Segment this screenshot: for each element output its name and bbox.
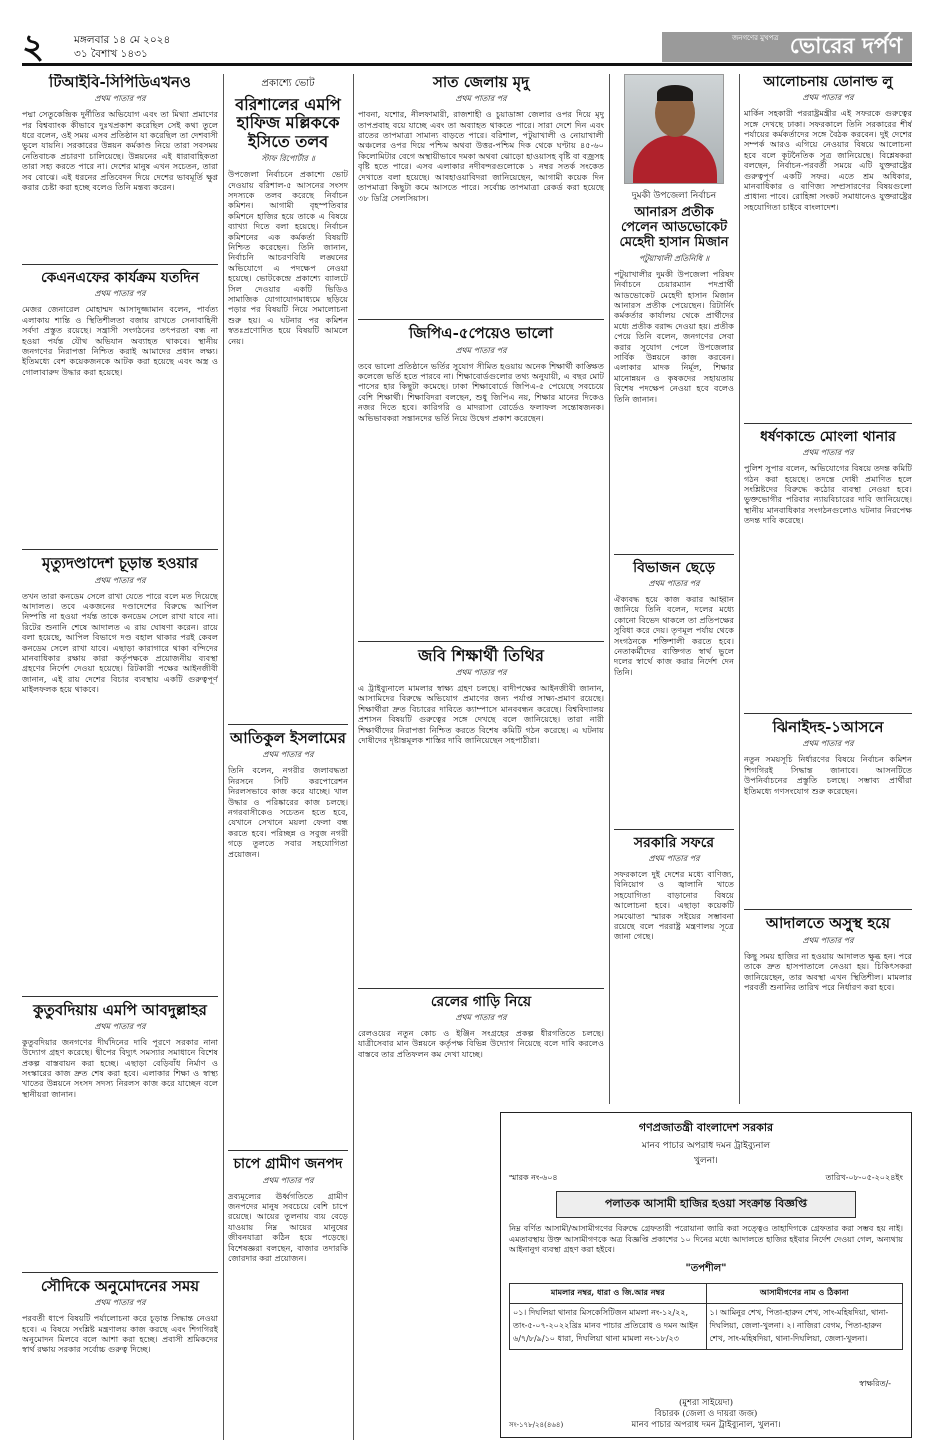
byline: প্রথম পাতার পর [455,345,507,355]
divider [614,554,734,555]
notice-city: খুলনা। [694,1156,718,1166]
divider [22,1272,218,1273]
masthead [22,30,912,66]
issue-date [70,33,270,61]
article-body: পুলিশ সুপার বলেন, অভিযোগের বিষয়ে তদন্ত কমিটি গঠন করা হয়েছে। তদন্তে দোষী প্রমাণিত হলে সংশ্লিষ্টদের বিরুদ্ধে কঠোর ব্যবস্থা নেওয়া হবে। ভুক্তভোগীর পরিবার ন্যায়বিচারের দাবি জানিয়েছে। স্থানীয় মানবাধিকার সংগঠনগুলোও ঘটনার নিরপেক্ষ তদন্ত দাবি করেছে। [744,463,912,526]
headline: সৌদিকে অনুমোদনের সময় [40,1276,200,1295]
byline: প্রথম পাতার পর [648,578,700,588]
column-5 [744,74,912,1104]
article-body: রেলওয়ের নতুন কোচ ও ইঞ্জিন সংগ্রহের প্রকল্প ধীরগতিতে চলছে। যাত্রীসেবার মান উন্নয়নে কর্তৃপক্ষ বিভিন্ন উদ্যোগ নিয়েছে বলে দাবি করলেও বাস্তবে তার প্রতিফলন কম দেখা যাচ্ছে। [358,1027,604,1059]
byline: প্রথম পাতার পর [262,750,314,760]
article-body: কুতুবদিয়ার জনগণের দীর্ঘদিনের দাবি পূরণে সরকার নানা উদ্যোগ গ্রহণ করেছে। দ্বীপের বিদ্যুৎ সমস্যার সমাধানে বিশেষ প্রকল্প বাস্তবায়ন করা হচ্ছে। এছাড়া বেড়িবাঁধ নির্মাণ ও সংস্কারের কাজ দ্রুত শেষ করা হবে। এলাকার শিক্ষা ও স্বাস্থ্য খাতের উন্নয়নে সংসদ সদস্য নিরলস কাজ করে যাচ্ছেন বলে স্থানীয়রা জানান। [22,1036,218,1099]
divider [744,909,912,910]
brand-tagline: জনগণের মুখপত্র [732,34,779,42]
headline: আলোচনায় ডোনাল্ড লু [763,74,893,90]
headline: সরকারি সফরে [633,834,715,851]
candidate-photo [624,74,724,184]
headline: আদালতে অসুস্থ হয়ে [765,914,891,933]
notice-code: সং-১৭৮/২৪(৪৬৪) [509,1421,564,1429]
court-notice [500,1112,912,1438]
accused-cell: ১। আমিনুর শেখ, পিতা-হারুন শেখ, সাং-মহিষদিয়া, থানা-দিঘলিয়া, জেলা-খুলনা। ২। নাজিরা বেগম, পিতা-হারুন শেখ, সাং-মহিষদিয়া, থানা-দিঘলিয়া, জেলা-খুলনা। [706,1303,903,1349]
byline: প্রথম পাতার পর [455,94,507,104]
article-body: নতুন সময়সূচি নির্ধারণের বিষয়ে নির্বাচন কমিশন শিগগিরই সিদ্ধান্ত জানাবে। আসনটিতে উপনির্বাচনের প্রস্তুতি চলছে। সম্ভাব্য প্রার্থীরা ইতিমধ্যে গণসংযোগ শুরু করেছেন। [744,754,912,796]
divider [614,829,734,830]
headline: বিভাজন ছেড়ে [633,559,715,576]
notice-schedule: "তপশীল" [685,1262,727,1274]
byline: প্রথম পাতার পর [455,1012,507,1022]
notice-table [509,1283,903,1350]
table-row [510,1303,903,1349]
article-body: তবে ভালো প্রতিষ্ঠানে ভর্তির সুযোগ সীমিত হওয়ায় অনেক শিক্ষার্থী কাঙ্ক্ষিত কলেজে ভর্তি হতে পারবে না। শিক্ষাবোর্ডগুলোর তথ্য অনুযায়ী, এ বছর মোট পাসের হার কিছুটা কমেছে। ঢাকা শিক্ষাবোর্ডে জিপিএ-৫ পেয়েছে সবচেয়ে বেশি শিক্ষার্থী। শিক্ষাবিদরা বলছেন, শুধু জিপিএ নয়, শিক্ষার মানের দিকেও নজর দিতে হবে। কারিগরি ও মাদরাসা বোর্ডেও ফলাফল সন্তোষজনক। অভিভাবকরা সন্তানদের ভর্তি নিয়ে উদ্বেগ প্রকাশ করেছেন। [358,360,604,423]
signature-label: স্বাক্ষরিত/- [859,1379,891,1388]
byline: প্রথম পাতার পর [455,667,507,677]
article-body: পাবনা, যশোর, নীলফামারী, রাজশাহী ও চুয়াডাঙ্গা জেলার ওপর দিয়ে মৃদু তাপপ্রবাহ বয়ে যাচ্ছে এবং তা অব্যাহত থাকতে পারে। সারা দেশে দিন এবং রাতের তাপমাত্রা সামান্য বাড়তে পারে। বরিশাল, পটুয়াখালী ও নোয়াখালী অঞ্চলের ওপর দিয়ে পশ্চিম অথবা উত্তর-পশ্চিম দিক থেকে ঘণ্টায় ৪৫-৬০ কিলোমিটার বেগে অস্থায়ীভাবে দমকা অথবা ঝোড়ো হাওয়াসহ বৃষ্টি বা বজ্রসহ বৃষ্টি হতে পারে। এসব এলাকার নদীবন্দরগুলোকে ১ নম্বর সতর্ক সংকেত দেখাতে বলা হয়েছে। আবহাওয়াবিদরা জানিয়েছেন, আগামী কয়েক দিন তাপমাত্রা কিছুটা কমে আসতে পারে। সর্বোচ্চ তাপমাত্রা রেকর্ড করা হয়েছে ৩৮ ডিগ্রি সেলসিয়াস। [358,109,604,203]
byline: প্রথম পাতার পর [802,739,854,749]
article-body: কিছু সময় হাজির না হওয়ায় আদালত ক্ষুব্ধ হন। পরে তাকে দ্রুত হাসপাতালে নেওয়া হয়। চিকিৎসকরা জানিয়েছেন, তার অবস্থা এখন স্থিতিশীল। মামলার পরবর্তী শুনানির তারিখ পরে নির্ধারণ করা হবে। [744,950,912,992]
byline: প্রথম পাতার পর [802,93,854,103]
notice-body: নিম্ন বর্ণিত আসামী/আসামীগণের বিরুদ্ধে গ্রেফতারী পরোয়ানা জারি করা সত্ত্বেও তাহাদিগকে গ্রেফতার করা সম্ভব হয় নাই। এমতাবস্থায় উক্ত আসামীগণকে অত্র বিজ্ঞপ্তি প্রকাশের ১০ দিনের মধ্যে আদালতে হাজির হইবার নির্দেশ দেওয়া গেল, অন্যথায় আইনানুগ ব্যবস্থা গ্রহণ করা হইবে। [509,1224,903,1254]
byline: প্রথম পাতার পর [94,575,146,585]
headline: চাপে গ্রামীণ জনপদ [233,1156,343,1173]
headline: কেএনএফের কার্যক্রম যতদিন [40,270,200,287]
signature-court: মানব পাচার অপরাধ দমন ট্রাইব্যুনাল, খুলনা। [631,1420,781,1430]
article-body: সফরকালে দুই দেশের মধ্যে বাণিজ্য, বিনিয়োগ ও জ্বালানি খাতে সহযোগিতা বাড়ানোর বিষয়ে আলোচনা হবে। এছাড়া কয়েকটি সমঝোতা স্মারক সইয়ের সম্ভাবনা রয়েছে বলে পররাষ্ট্র মন্ত্রণালয় সূত্রে জানা গেছে। [614,869,734,942]
divider [22,264,218,265]
byline: প্রথম পাতার পর [262,1175,314,1185]
headline: মৃত্যুদণ্ডাদেশ চূড়ান্ত হওয়ার [42,554,198,573]
notice-title: পলাতক আসামী হাজির হওয়া সংক্রান্ত বিজ্ঞপ্তি [556,1191,856,1218]
divider [22,996,218,997]
article-body: পদ্মা সেতুকেন্দ্রিক দুর্নীতির অভিযোগ এবং তা মিথ্যা প্রমাণের পর বিশ্বব্যাংক কীভাবে দুঃখপ্রকাশ করেছিল সেই কথা তুলে ধরে বলেন, ওই সময় এসব প্রতিষ্ঠান যা করেছিল তা দেশবাসী ভুলে যায়নি। সরকারের উন্নয়ন কর্মকাণ্ড নিয়ে তারা সবসময় নেতিবাচক প্রচারণা চালিয়েছে। উন্নয়নের এই ধারাবাহিকতা তারা সহ্য করতে পারে না। দেশের মানুষ এখন সচেতন, তারা সব বোঝে। এই ধরনের প্রতিবেদন দিয়ে দেশের ভাবমূর্তি ক্ষুণ্ণ করার চেষ্টা করা হচ্ছে বলেও তিনি মন্তব্য করেন। [22,109,218,193]
divider [744,423,912,424]
headline: রেলের গাড়ি নিয়ে [430,993,532,1010]
notice-memo: স্মারক নং-৬০৪ [509,1173,558,1182]
article-body: ঐক্যবদ্ধ হয়ে কাজ করার আহ্বান জানিয়ে তিনি বলেন, দলের মধ্যে কোনো বিভেদ থাকলে তা প্রতিপক্ষের সুবিধা করে দেয়। তৃণমূল পর্যায় থেকে সংগঠনকে শক্তিশালী করতে হবে। নেতাকর্মীদের ব্যক্তিগত স্বার্থ ভুলে দলের স্বার্থে কাজ করার নির্দেশ দেন তিনি। [614,593,734,677]
byline: প্রথম পাতার পর [802,448,854,458]
article-body: মেজর জেনারেল মোহাম্মদ আসাদুজ্জামান বলেন, পার্বত্য এলাকায় শান্তি ও স্থিতিশীলতা বজায় রাখতে সেনাবাহিনী সর্বদা প্রস্তুত রয়েছে। সন্ত্রাসী সংগঠনের তৎপরতা বন্ধ না হওয়া পর্যন্ত যৌথ অভিযান অব্যাহত থাকবে। স্থানীয় জনগণের নিরাপত্তা নিশ্চিত করাই আমাদের প্রধান লক্ষ্য। ইতিমধ্যে বেশ কয়েকজনকে আটক করা হয়েছে এবং অস্ত্র ও গোলাবারুদ উদ্ধার করা হয়েছে। [22,304,218,377]
divider [358,641,604,642]
article-body: মার্কিন সহকারী পররাষ্ট্রমন্ত্রীর এই সফরকে গুরুত্বের সঙ্গে দেখছে ঢাকা। সফরকালে তিনি সরকারের শীর্ষ পর্যায়ের কর্মকর্তাদের সঙ্গে বৈঠক করবেন। দুই দেশের সম্পর্ক আরও এগিয়ে নেওয়ার বিষয়ে আলোচনা হবে বলে কূটনৈতিক সূত্র জানিয়েছে। বিশ্লেষকরা বলছেন, নির্বাচন-পরবর্তী সময়ে এটি যুক্তরাষ্ট্রের গুরুত্বপূর্ণ একটি সফর। এতে শ্রম অধিকার, মানবাধিকার ও বাণিজ্য সম্প্রসারণের বিষয়গুলো প্রাধান্য পাবে। রোহিঙ্গা সংকট সমাধানেও যুক্তরাষ্ট্রের সহযোগিতা চাইবে বাংলাদেশ। [744,108,912,212]
divider [22,549,218,550]
headline: জিপিএ-৫পেয়েও ভালো [408,324,554,343]
date-gregorian: মঙ্গলবার ১৪ মে ২০২৪ [74,33,171,46]
byline: প্রথম পাতার পর [802,935,854,945]
article-body: উপজেলা নির্বাচনে প্রকাশ্যে ভোট দেওয়ায় বরিশাল-৫ আসনের সংসদ সদস্যকে তলব করেছে নির্বাচন কমিশন। আগামী বৃহস্পতিবার কমিশনে হাজির হয়ে তাকে এ বিষয়ে ব্যাখ্যা দিতে বলা হয়েছে। নির্বাচন কমিশনের এক কর্মকর্তা বিষয়টি নিশ্চিত করেছেন। তিনি জানান, নির্বাচনি আচরণবিধি লঙ্ঘনের অভিযোগে এ পদক্ষেপ নেওয়া হয়েছে। ভোটকেন্দ্রে প্রকাশ্যে ব্যালটে সিল দেওয়ার একটি ভিডিও সামাজিক যোগাযোগমাধ্যমে ছড়িয়ে পড়ার পর বিষয়টি নিয়ে সমালোচনা শুরু হয়। এ ঘটনার পর কমিশন স্বতঃপ্রণোদিত হয়ে বিষয়টি আমলে নেয়। [228,169,348,346]
article-body: এ ট্রাইব্যুনালে মামলার স্বাক্ষ্য গ্রহণ চলছে। বাদীপক্ষের আইনজীবী জানান, আসামিদের বিরুদ্ধে অভিযোগ প্রমাণের জন্য পর্যাপ্ত সাক্ষ্য-প্রমাণ রয়েছে। শিক্ষার্থীরা দ্রুত বিচারের দাবিতে ক্যাম্পাসে মানববন্ধন করেছে। বিশ্ববিদ্যালয় প্রশাসন বিষয়টি গুরুত্বের সঙ্গে দেখছে বলে জানিয়েছে। তারা নারী শিক্ষার্থীদের নিরাপত্তা নিশ্চিত করতে বিশেষ কমিটি গঠন করেছে। এ ঘটনায় দোষীদের দৃষ্টান্তমূলক শাস্তির দাবি জানিয়েছেন সহপাঠীরা। [358,682,604,745]
date-bangla: ৩১ বৈশাখ ১৪৩১ [74,47,148,60]
brand-logo [662,32,912,62]
divider [228,1150,348,1151]
byline: প্রথম পাতার পর [94,289,146,299]
case-cell: ০১। দিঘলিয়া থানার মিসকেসিটিজন মামলা নং-১২/২২, তাং-৫-০৭-২০২২খ্রিঃ মানব পাচার প্রতিরোধ ও দমন আইন ৬/৭/৮/৯/১০ ধারা, দিঘলিয়া থানা মামলা নং-১৮/২৩ [510,1303,707,1349]
page-number: ২ [22,30,45,67]
divider [358,319,604,320]
notice-gov: গণপ্রজাতন্ত্রী বাংলাদেশ সরকার [638,1121,774,1134]
notice-date: তারিখ-০৮-০৫-২০২৪ইং [825,1173,903,1182]
article-body: পরবর্তী ধাপে বিষয়টি পর্যালোচনা করে চূড়ান্ত সিদ্ধান্ত নেওয়া হবে। এ বিষয়ে সংশ্লিষ্ট মন্ত্রণালয় কাজ করছে এবং শিগগিরই অনুমোদন মিলবে বলে আশা করা হচ্ছে। প্রবাসী শ্রমিকদের স্বার্থ রক্ষায় সরকার সর্বোচ্চ গুরুত্ব দিচ্ছে। [22,1313,218,1355]
article-body: পটুয়াখালীর দুমকী উপজেলা পরিষদ নির্বাচনে চেয়ারম্যান পদপ্রার্থী আডভোকেট মেহেদী হাসান মিজান আনারস প্রতীক পেয়েছেন। রিটার্নিং কর্মকর্তার কার্যালয় থেকে প্রার্থীদের মধ্যে প্রতীক বরাদ্দ দেওয়া হয়। প্রতীক পেয়ে তিনি বলেন, জনগণের সেবা করার সুযোগ পেলে উপজেলার সার্বিক উন্নয়নে কাজ করবেন। এলাকার মাদক নির্মূল, শিক্ষার মানোন্নয়ন ও কৃষকদের সহায়তায় বিশেষ পদক্ষেপ নেওয়া হবে বলেও তিনি জানান। [614,268,734,404]
headline: বরিশালের এমপি হাফিজ মল্লিককে ইসিতে তলব [235,95,341,151]
column-rule [353,74,354,1440]
headline: আনারস প্রতীক পেলেন আডভোকেট মেহেদী হাসান মিজান [619,205,729,250]
kicker: প্রকাশ্যে ভোট [261,78,315,89]
table-header: আসামীগণের নাম ও ঠিকানা [706,1283,903,1303]
headline: জবি শিক্ষার্থী তিথির [418,645,544,665]
notice-court: মানব পাচার অপরাধ দমন ট্রাইব্যুনাল [641,1141,771,1151]
brand-name: ভোরের দর্পণ [789,32,902,59]
notice-ref [509,1172,903,1185]
byline: প্রথম পাতার পর [94,1021,146,1031]
byline: প্রথম পাতার পর [648,854,700,863]
column-1 [22,74,218,1440]
headline: সাত জেলায় মৃদু [432,74,530,91]
column-3 [358,74,604,1104]
signature-name: (মুশরা সাইয়েদা) [678,1398,734,1408]
headline: টিআইবি-সিপিডিএখনও [49,74,191,91]
column-rule [739,74,740,1104]
divider [744,713,912,714]
byline: প্রথম পাতার পর [94,94,146,104]
article-body: দ্রব্যমূল্যের ঊর্ধ্বগতিতে গ্রামীণ জনপদের মানুষ সবচেয়ে বেশি চাপে রয়েছে। আয়ের তুলনায় ব্যয় বেড়ে যাওয়ায় নিম্ন আয়ের মানুষের জীবনযাত্রা কঠিন হয়ে পড়েছে। বিশেষজ্ঞরা বলছেন, বাজার তদারকি জোরদার করা প্রয়োজন। [228,1190,348,1263]
byline: স্টাফ রিপোর্টার ॥ [261,154,315,164]
divider [358,988,604,989]
signature-role: বিচারক (জেলা ও দায়রা জজ) [654,1409,758,1419]
byline: প্রথম পাতার পর [94,1298,146,1308]
headline: ঝিনাইদহ-১আসনে [772,718,884,737]
column-2 [228,74,348,1440]
article-body: তখন তারা কনডেম সেলে রাখা যেতে পারে বলে মত দিয়েছে আদালত। তবে একজনের দণ্ডাদেশের বিরুদ্ধে আপিল নিষ্পত্তি না হওয়া পর্যন্ত তাকে কনডেম সেলে রাখা যাবে না। রিটের শুনানি শেষে আদালত এ রায় ঘোষণা করেন। রায়ে বলা হয়েছে, আপিল বিভাগে দণ্ড বহাল থাকার পরই কেবল কনডেম সেলে রাখা যাবে। এছাড়া কারাগারে থাকা বন্দিদের মানবাধিকার রক্ষায় কারা কর্তৃপক্ষকে প্রয়োজনীয় ব্যবস্থা গ্রহণের নির্দেশ দেওয়া হয়েছে। রিটকারী পক্ষের আইনজীবী জানান, এই রায় দেশের বিচার ব্যবস্থায় একটি গুরুত্বপূর্ণ মাইলফলক হয়ে থাকবে। [22,590,218,695]
headline: ধর্ষণকান্ডে মোংলা থানার [760,429,896,446]
headline: কুতুবদিয়ায় এমপি আবদুল্লাহর [33,1000,207,1019]
column-rule [609,74,610,1104]
divider [228,724,348,725]
newspaper-page [22,30,912,1440]
article-body: তিনি বলেন, নগরীর জলাবদ্ধতা নিরসনে সিটি করপোরেশন নিরলসভাবে কাজ করে যাচ্ছে। খাল উদ্ধার ও পরিষ্কারের কাজ চলছে। নগরবাসীকেও সচেতন হতে হবে, যেখানে সেখানে ময়লা ফেলা বন্ধ করতে হবে। পরিচ্ছন্ন ও সবুজ নগরী গড়ে তুলতে সবার সহযোগিতা প্রয়োজন। [228,765,348,859]
column-rule [223,74,224,1440]
kicker: দুমকী উপজেলা নির্বাচন [631,191,717,201]
headline: আতিকুল ইসলামের [230,729,346,748]
table-header: মামলার নম্বর, ধারা ও জি.আর নম্বর [510,1283,707,1303]
column-4 [614,74,734,1104]
byline: পটুয়াখালী প্রতিনিধি ॥ [638,253,710,263]
